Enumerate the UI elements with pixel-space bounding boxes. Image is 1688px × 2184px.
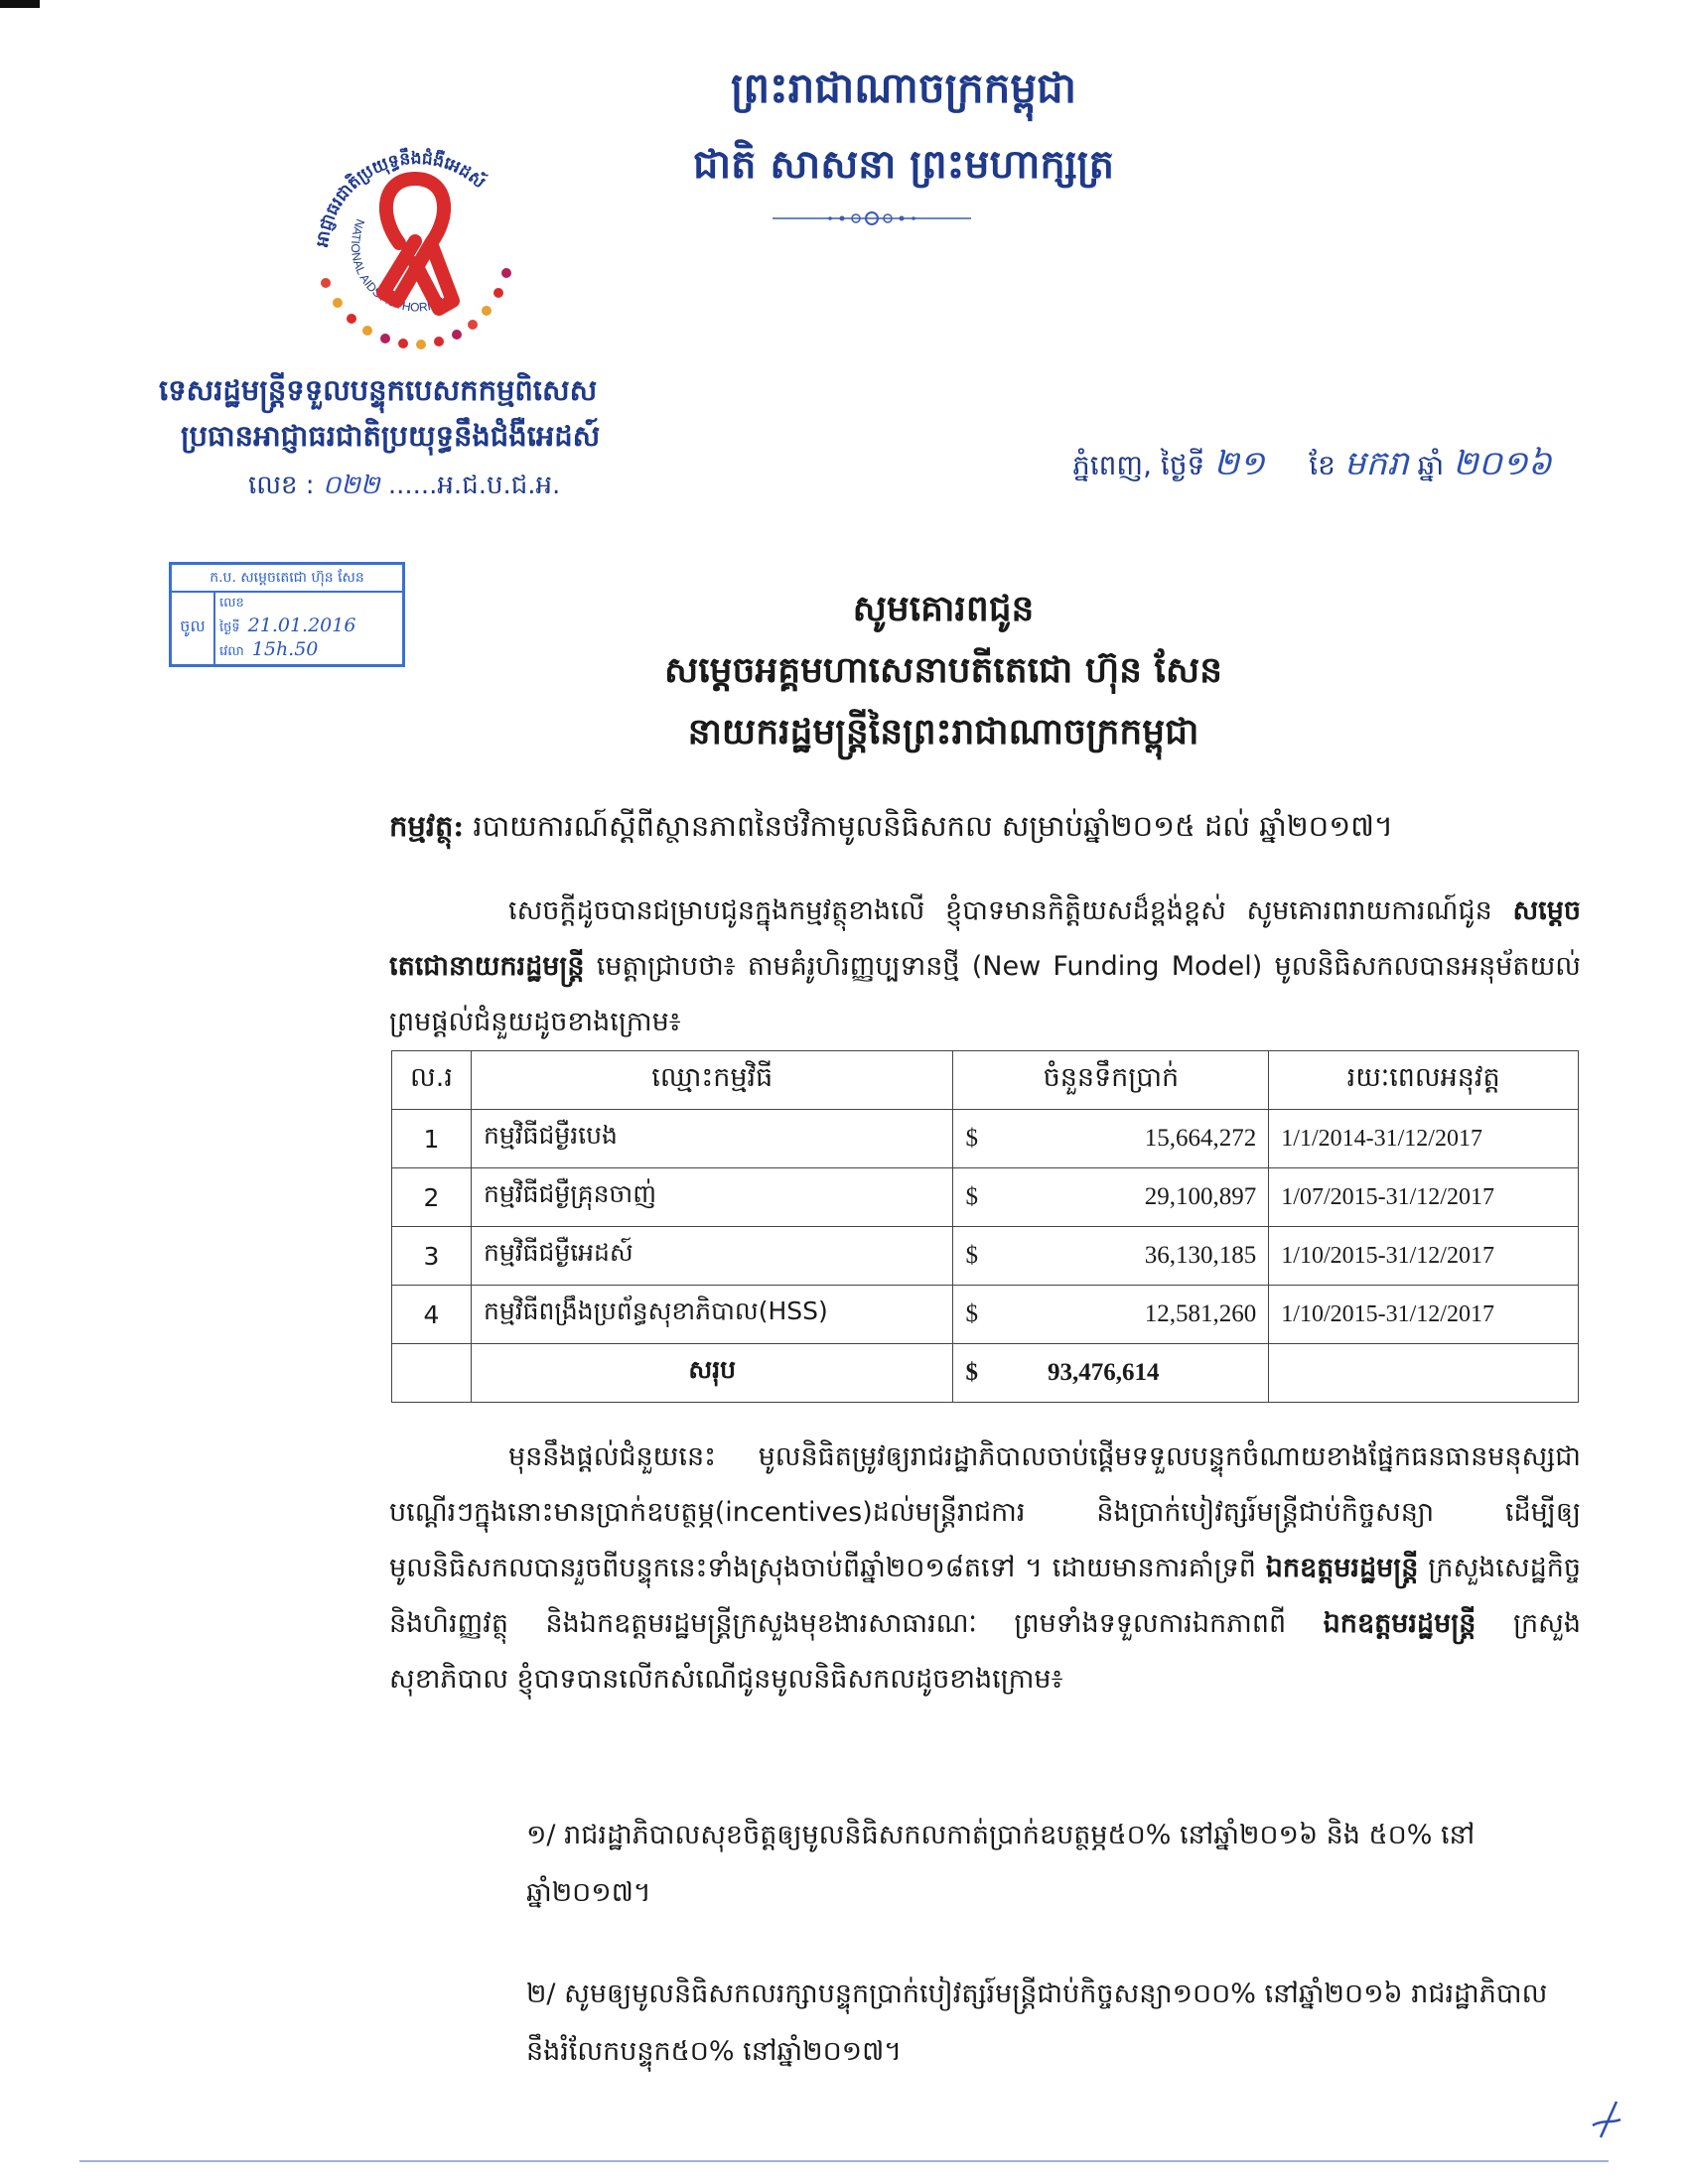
scan-corner-mark (0, 0, 40, 8)
col-header-program: ឈ្មោះកម្មវិធី (471, 1051, 953, 1110)
proposal-item-2: ២/ សូមឲ្យមូលនិធិសកលរក្សាបន្ទុកប្រាក់បៀវត្សរ៍មន្ត្រីជាប់កិច្ចសន្យា១០០% នៅឆ្នាំ២០១៦ រាជរដ្ឋាភិបាលនឹងរំលែកបន្ទុក៥០% នៅឆ្នាំ២០១៧។ (526, 1979, 1548, 2067)
table-header-row (392, 1051, 1579, 1110)
national-aids-authority-logo (288, 124, 546, 362)
row-period: 1/07/2015-31/12/2017 (1269, 1168, 1579, 1227)
row-currency: $ (965, 1242, 978, 1269)
table-row (392, 1227, 1579, 1286)
letter-date (1072, 442, 1552, 491)
total-empty-cell (392, 1344, 472, 1403)
office-line-2: ប្រធានអាជ្ញាធរជាតិប្រយុទ្ធនឹងជំងឺអេដស៍ (181, 419, 601, 453)
row-amount-value: 15,664,272 (1144, 1125, 1257, 1152)
addressee-line-2: សម្តេចអគ្គមហាសេនាបតីតេជោ ហ៊ុន សែន (663, 649, 1223, 691)
body-text-1: មុននឹងផ្តល់ជំនួយនេះ មូលនិធិតម្រូវឲ្យរាជរដ្ឋាភិបាលចាប់ផ្តើមទទួលបន្ទុកចំណាយខាងផ្នែកធនធានមនុស្សជាបណ្តើរៗក្នុងនោះមានប្រាក់ឧបត្ថម្ភ(incentives)ដល់មន្ត្រីរាជការ និងប្រាក់បៀវត្សរ៍មន្ត្រីជាប់កិច្ចសន្យា ដើម្បីឲ្យមូលនិធិសកលបានរួចពីបន្ទុកនេះទាំងស្រុងចាប់ពីឆ្នាំ២០១៨តទៅ ។ ដោយមានការគាំទ្រពី (389, 1441, 1581, 1583)
national-motto: ជាតិ សាសនា ព្រះមហាក្សត្រ (693, 141, 1114, 188)
funding-table (391, 1050, 1579, 1403)
row-currency: $ (965, 1125, 978, 1152)
row-program: កម្មវិធីជម្ងឺរបេង (471, 1110, 953, 1168)
stamp-date-label: ថ្ងៃទី (219, 620, 240, 635)
received-stamp (169, 562, 405, 667)
date-day: ២១ (1213, 444, 1265, 483)
body-paragraph (389, 1430, 1581, 1707)
date-year-label: ឆ្នាំ (1417, 449, 1445, 481)
row-period: 1/10/2015-31/12/2017 (1269, 1286, 1579, 1344)
row-no: 2 (392, 1168, 472, 1227)
col-header-period: រយៈពេលអនុវត្ត (1269, 1051, 1579, 1110)
intro-text-1: សេចក្តីដូចបានជម្រាបជូនក្នុងកម្មវត្ថុខាងលើ ខ្ញុំបាទមានកិត្តិយសដ៏ខ្ពង់ខ្ពស់ សូមគោរពរាយការណ៍ជូន (508, 895, 1513, 926)
date-month: មករា (1343, 444, 1409, 483)
body-bold-2: ឯកឧត្តមរដ្ឋមន្ត្រី (1323, 1608, 1477, 1639)
row-program: កម្មវិធីជម្ងឺអេដស៍ (471, 1227, 953, 1286)
row-program: កម្មវិធីពង្រឹងប្រព័ន្ធសុខាភិបាល(HSS) (471, 1286, 953, 1344)
total-period-empty (1269, 1344, 1579, 1403)
ref-suffix: ......អ.ជ.ប.ជ.អ. (387, 471, 561, 500)
ornament-divider (773, 206, 971, 230)
row-no: 1 (392, 1110, 472, 1168)
date-year: ២០១៦ (1453, 444, 1552, 483)
stamp-time-label: វេលា (219, 644, 244, 659)
intro-bold: សម្តេចតេជោនាយករដ្ឋមន្ត្រី (389, 895, 1581, 982)
reference-number (248, 469, 560, 506)
row-amount (953, 1110, 1269, 1168)
subject-text: របាយការណ៍ស្តីពីស្ថានភាពនៃថវិកាមូលនិធិសកល សម្រាប់ឆ្នាំ២០១៥ ដល់ ឆ្នាំ២០១៧។ (473, 809, 1394, 843)
row-amount (953, 1286, 1269, 1344)
footer-line (79, 2160, 1609, 2162)
table-row (392, 1110, 1579, 1168)
ref-label: លេខ : (248, 471, 315, 500)
stamp-title: ក.ប. សម្តេចតេជោ ហ៊ុន សែន (172, 565, 402, 593)
row-currency: $ (965, 1300, 978, 1327)
total-amount (953, 1344, 1269, 1403)
stamp-time-value: 15h.50 (251, 638, 319, 660)
addressee-line-1: សូមគោរពជូន (852, 588, 1035, 629)
row-amount-value: 36,130,185 (1144, 1242, 1257, 1269)
row-program: កម្មវិធីជម្ងឺគ្រុនចាញ់ (471, 1168, 953, 1227)
logo-khmer-text: អាជ្ញាធរជាតិប្រយុទ្ធនឹងជំងឺអេដស៍ (312, 148, 490, 249)
logo-english-text: NATIONAL AIDS AUTHORITY (348, 216, 447, 315)
office-line-1: ទេសរដ្ឋមន្ត្រីទទួលបន្ទុកបេសកកម្មពិសេស (159, 373, 598, 407)
ref-number-handwritten: ០២២ (322, 471, 380, 500)
body-text-3: ក្រសួងសុខាភិបាល ខ្ញុំបាទបានលើកសំណើជូនមូលនិធិសកលដូចខាងក្រោម៖ (389, 1608, 1581, 1695)
stamp-date-value: 21.01.2016 (247, 614, 356, 636)
col-header-no: ល.រ (392, 1051, 472, 1110)
row-amount-value: 29,100,897 (1144, 1183, 1257, 1210)
initial-mark (1589, 2100, 1624, 2139)
subject-label: កម្មវត្ថុ: (389, 809, 465, 843)
row-no: 3 (392, 1227, 472, 1286)
total-currency: $ (965, 1359, 978, 1386)
stamp-no-label: លេខ (219, 596, 244, 611)
row-period: 1/10/2015-31/12/2017 (1269, 1227, 1579, 1286)
proposal-item-1: ១/ រាជរដ្ឋាភិបាលសុខចិត្តឲ្យមូលនិធិសកលកាត់ប្រាក់ឧបត្ថម្ភ៥០% នៅឆ្នាំ២០១៦ និង ៥០% នៅឆ្នាំ២០១៧។ (526, 1820, 1476, 1908)
date-place: ភ្នំពេញ, ថ្ងៃទី (1072, 449, 1205, 481)
stamp-side-label: ចូល (172, 591, 215, 664)
col-header-amount: ចំនួនទឹកប្រាក់ (953, 1051, 1269, 1110)
row-amount (953, 1227, 1269, 1286)
intro-paragraph (389, 884, 1581, 1050)
total-amount-value: 93,476,614 (1047, 1359, 1160, 1386)
row-amount (953, 1168, 1269, 1227)
table-row (392, 1168, 1579, 1227)
table-total-row (392, 1344, 1579, 1403)
row-currency: $ (965, 1183, 978, 1210)
total-label: សរុប (471, 1344, 953, 1403)
addressee-line-3: នាយករដ្ឋមន្ត្រីនៃព្រះរាជាណាចក្រកម្ពុជា (687, 711, 1199, 752)
body-text-2: ក្រសួងសេដ្ឋកិច្ចនិងហិរញ្ញវត្ថុ និងឯកឧត្តមរដ្ឋមន្ត្រីក្រសួងមុខងារសាធារណៈ ព្រមទាំងទទួលការឯកភាពពី (389, 1553, 1581, 1639)
svg-text:អាជ្ញាធរជាតិប្រយុទ្ធនឹងជំងឺអេដ (313, 147, 491, 248)
kingdom-title: ព្រះរាជាណាចក្រកម្ពុជា (730, 64, 1077, 112)
row-no: 4 (392, 1286, 472, 1344)
intro-text-2: មេត្តាជ្រាបថា៖ តាមគំរូហិរញ្ញប្បទានថ្មី (New Funding Model) មូលនិធិសកលបានអនុម័តយល់ព្រមផ្តល់ជំនួយដូចខាងក្រោម៖ (389, 951, 1581, 1037)
row-amount-value: 12,581,260 (1144, 1300, 1257, 1327)
row-period: 1/1/2014-31/12/2017 (1269, 1110, 1579, 1168)
subject-line (389, 809, 1393, 851)
table-row (392, 1286, 1579, 1344)
body-bold-1: ឯកឧត្តមរដ្ឋមន្ត្រី (1265, 1553, 1419, 1583)
date-month-label: ខែ (1309, 449, 1336, 481)
